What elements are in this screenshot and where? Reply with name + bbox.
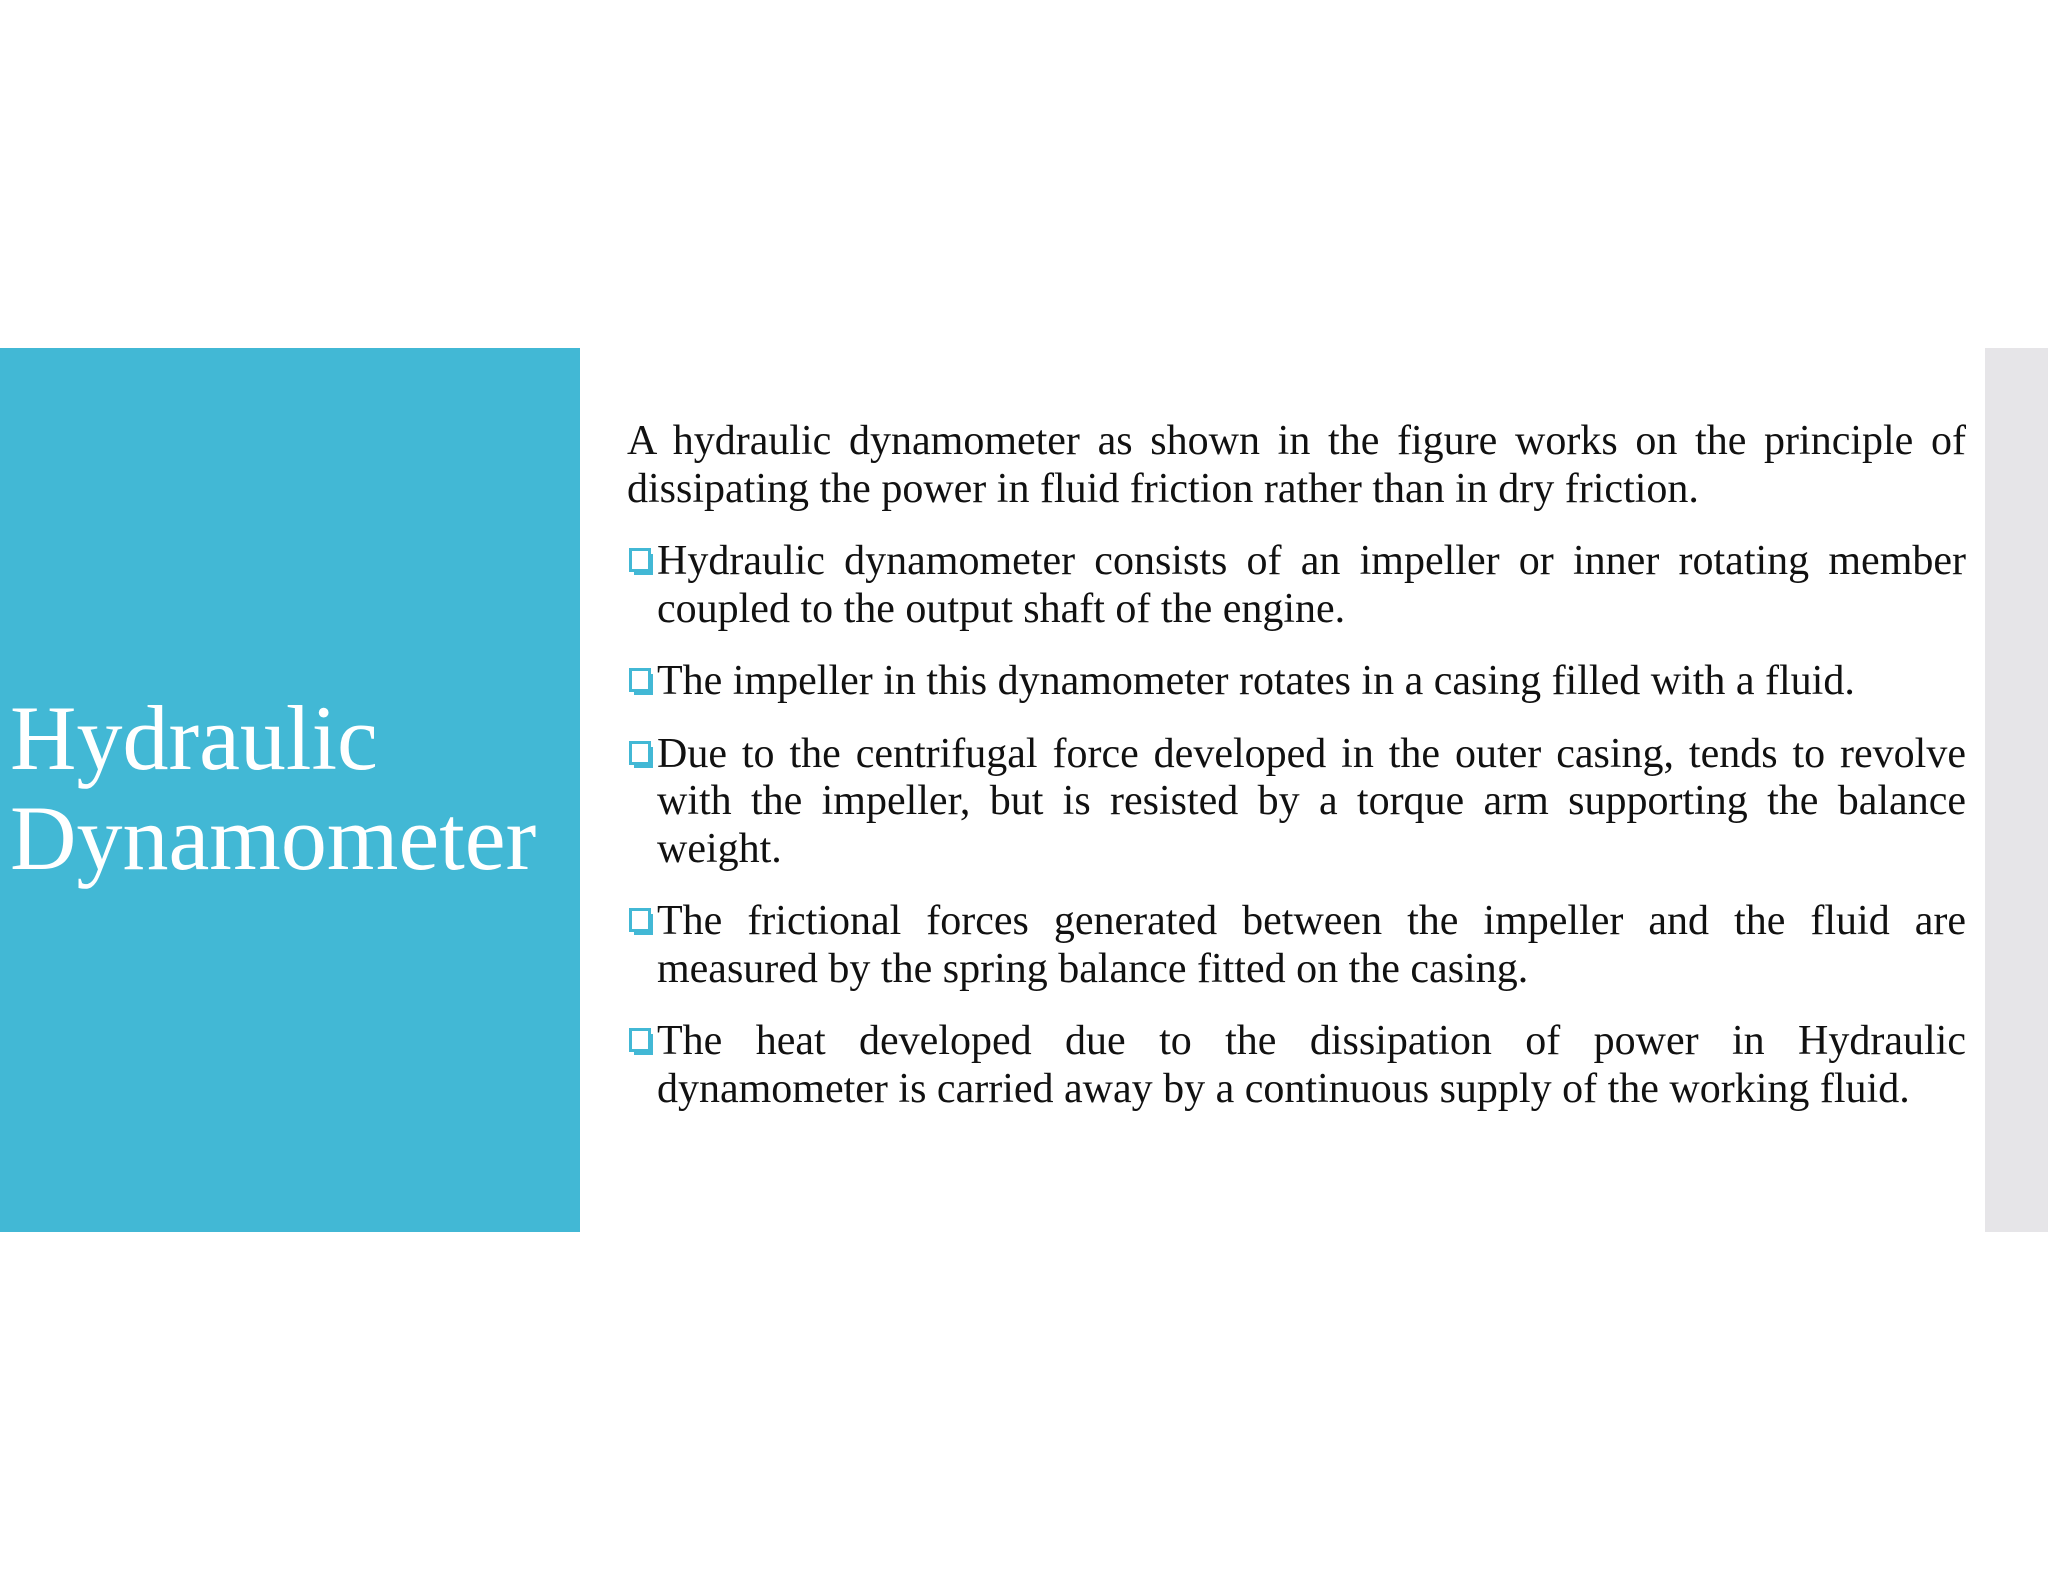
hollow-square-bullet-icon bbox=[629, 667, 655, 697]
bullet-item bbox=[627, 538, 1966, 633]
title-panel bbox=[0, 348, 580, 1232]
bullet-item bbox=[627, 1018, 1966, 1113]
intro-paragraph: A hydraulic dynamometer as shown in the figure works on the principle of dissipating the power in fluid friction rather than in dry friction. bbox=[627, 418, 1966, 512]
bullet-item bbox=[627, 898, 1966, 993]
bullet-text: The heat developed due to the dissipation of power in Hydraulic dynamometer is carried away by a continuous supply of the working fluid. bbox=[657, 1018, 1966, 1112]
bullet-item bbox=[627, 731, 1966, 874]
hollow-square-bullet-icon bbox=[629, 1027, 655, 1057]
hollow-square-bullet-icon bbox=[629, 740, 655, 770]
hollow-square-bullet-icon bbox=[629, 907, 655, 937]
right-edge-strip bbox=[1985, 348, 2048, 1232]
bullet-text: Due to the centrifugal force developed in the outer casing, tends to revolve with the impeller, but is resisted by a torque arm supporting the balance weight. bbox=[657, 730, 1966, 872]
slide-content bbox=[627, 418, 1966, 1138]
bullet-item bbox=[627, 658, 1966, 706]
hollow-square-bullet-icon bbox=[629, 547, 655, 577]
bullet-list bbox=[627, 538, 1966, 1113]
title-line-1: Hydraulic bbox=[10, 687, 378, 789]
bullet-text: Hydraulic dynamometer consists of an impeller or inner rotating member coupled to the output shaft of the engine. bbox=[657, 538, 1966, 632]
bullet-text: The frictional forces generated between the impeller and the fluid are measured by the spring balance fitted on the casing. bbox=[657, 898, 1966, 992]
slide-band bbox=[0, 348, 2048, 1232]
title-line-2: Dynamometer bbox=[10, 787, 537, 889]
bullet-text: The impeller in this dynamometer rotates in a casing filled with a fluid. bbox=[657, 658, 1855, 704]
slide-title bbox=[10, 688, 570, 888]
